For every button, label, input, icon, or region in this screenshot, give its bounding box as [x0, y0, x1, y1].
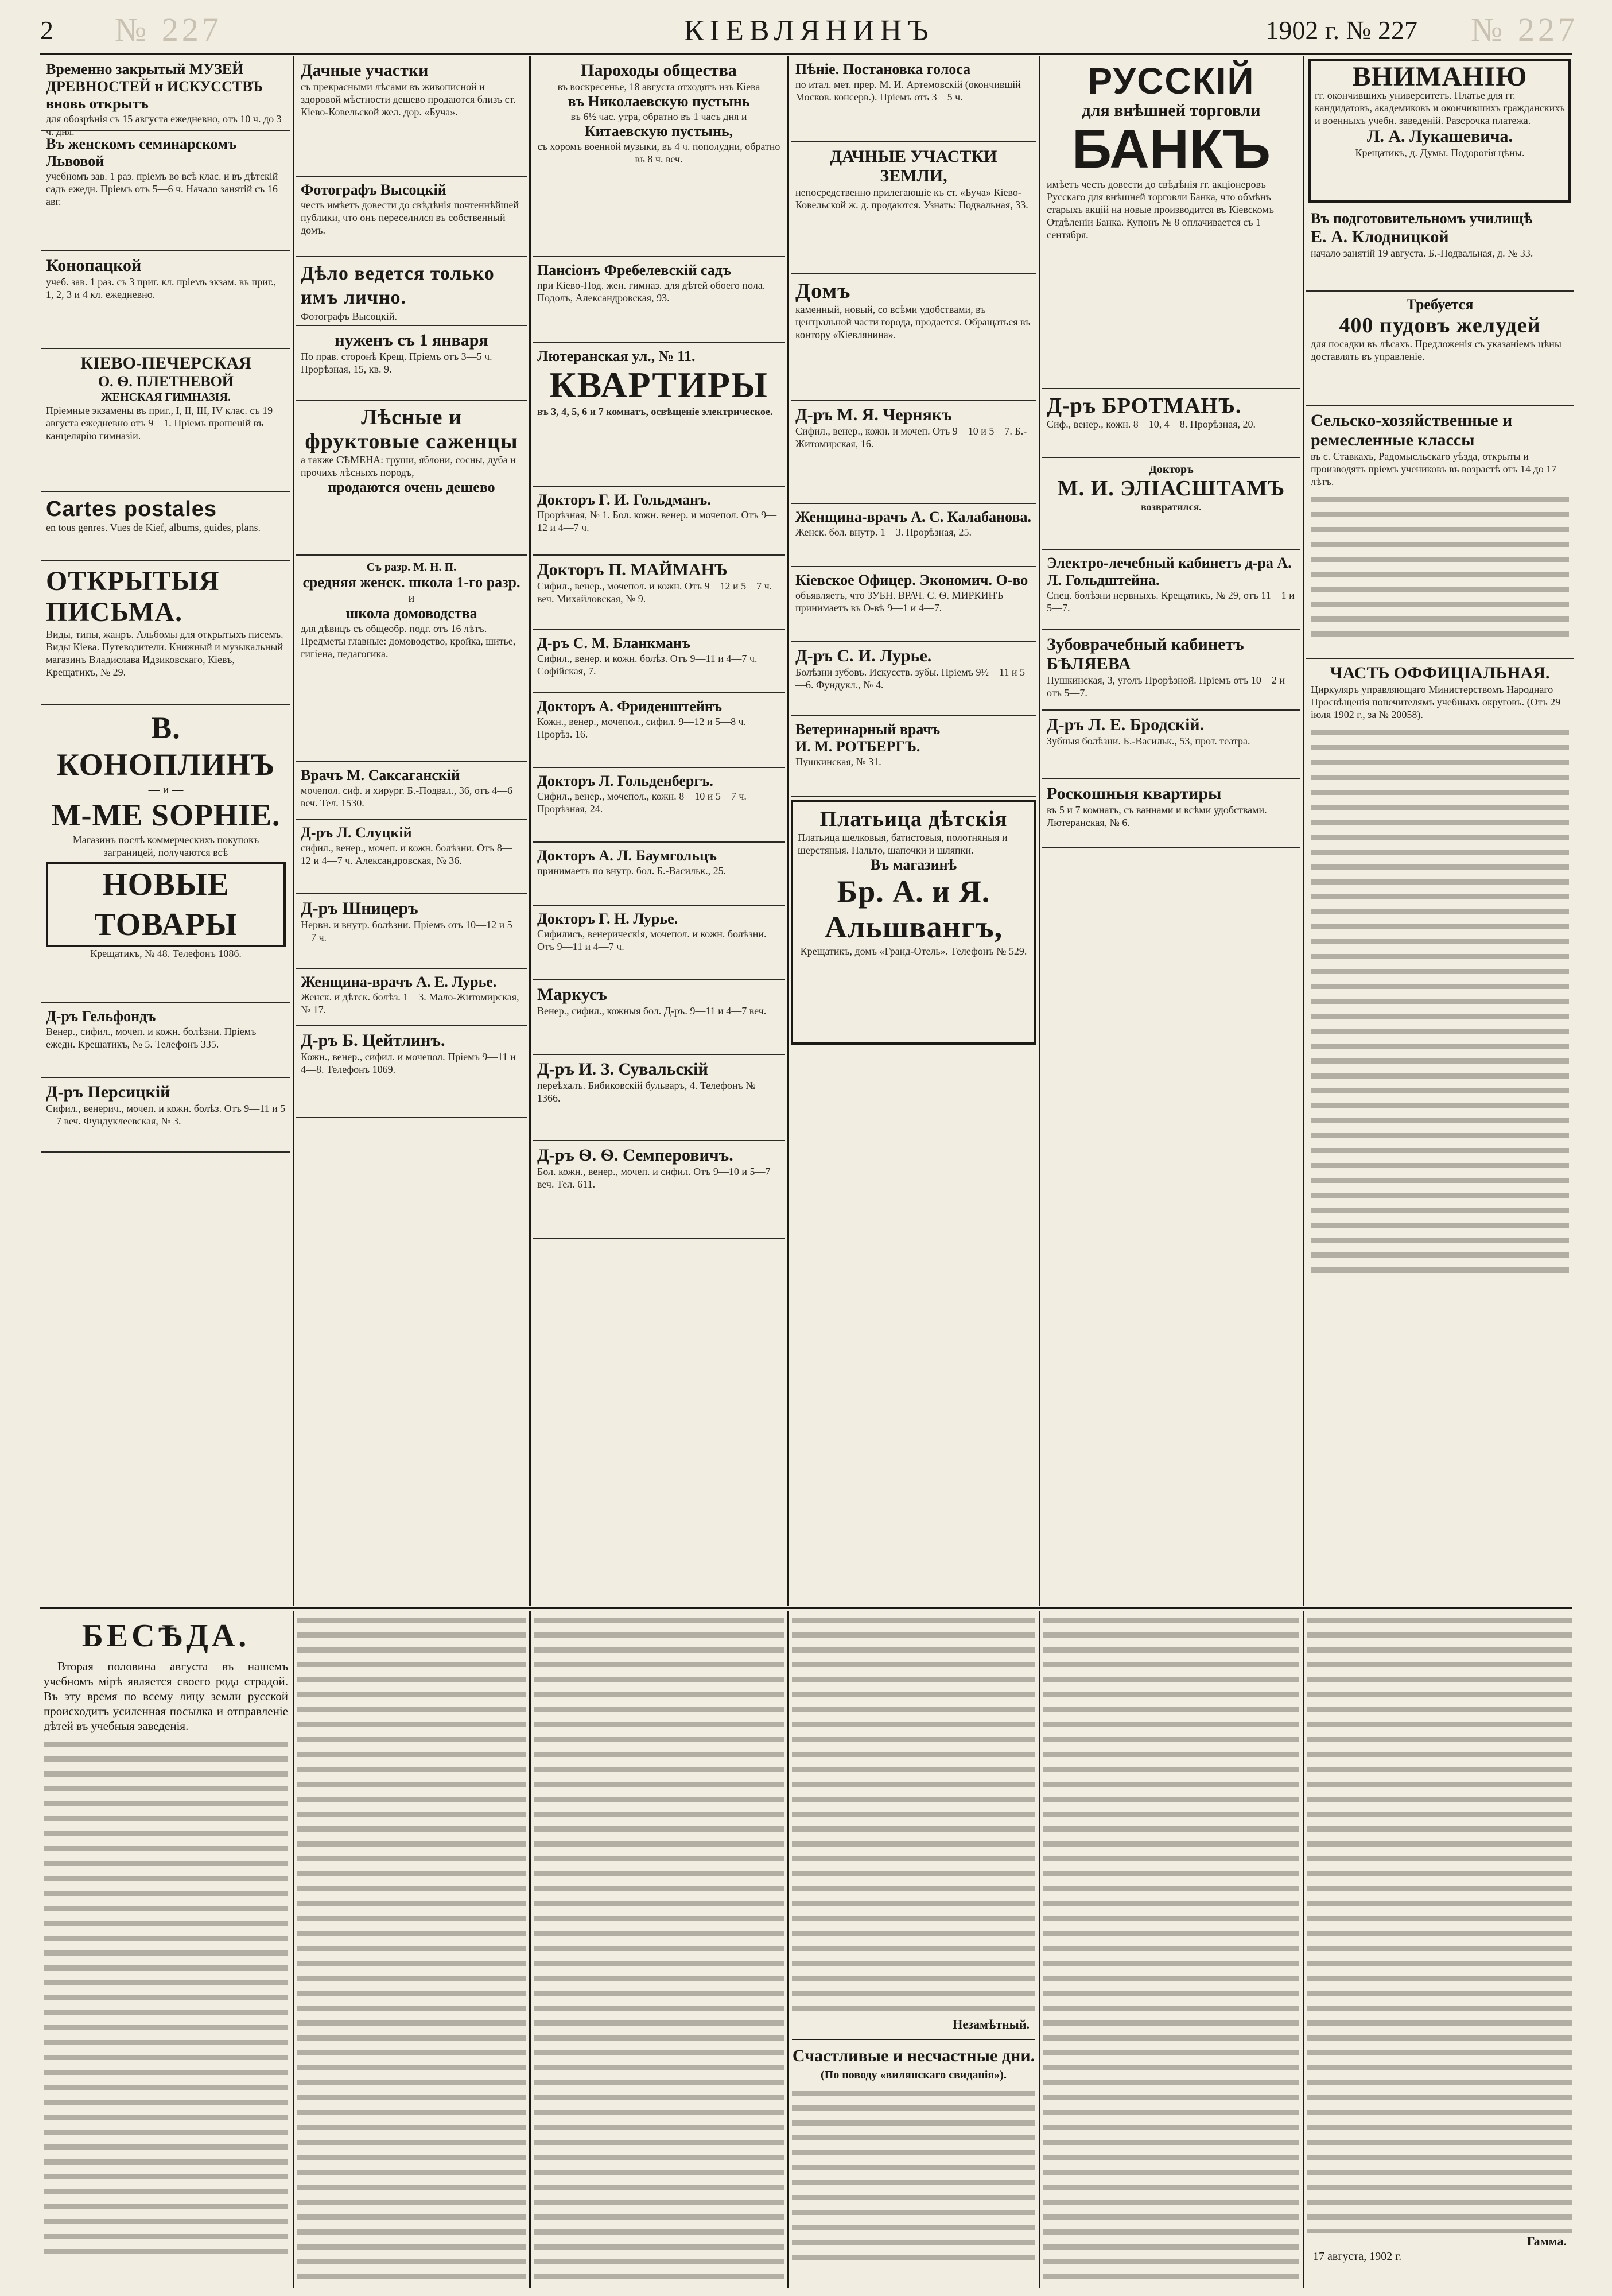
text-block: [297, 1613, 526, 2279]
ad-text: по итал. мет. прер. М. И. Артемовскій (окончившій Москов. консерв.). Пріемъ отъ 3—5 ч.: [795, 79, 1021, 103]
ad-text: Сифил., венерич., мочеп. и кожн. болѣз. Отъ 9—11 и 5—7 веч. Фундуклеевская, № 3.: [46, 1103, 286, 1127]
column-rule: [293, 56, 294, 1606]
slutsky-ad: [296, 820, 527, 894]
article-beseda: [44, 1613, 288, 2279]
ad-text: Сифил., венер. и кожн. болѣз. Отъ 9—11 и 4—7 ч. Софійская, 7.: [537, 653, 758, 677]
ad-subtitle: ЖЕНСКАЯ ГИМНАЗІЯ.: [101, 391, 231, 404]
ad-text: въ воскресенье, 18 августа отходятъ изъ Кіева: [557, 81, 760, 92]
saksagansky-ad: [296, 762, 527, 820]
ad-subtitle: школа домоводства: [345, 605, 477, 622]
ad-subtitle: Л. А. Лукашевича.: [1366, 127, 1513, 146]
ad-text: Зубныя болѣзни. Б.-Васильк., 53, прот. театра.: [1047, 735, 1250, 747]
ad-text: учеб. зав. 1 раз. съ 3 приг. кл. пріемъ экзам. въ приг., 1, 2, 3 и 4 кл. ежедневно.: [46, 276, 277, 300]
ad-subtitle: 400 пудовъ желудей: [1339, 313, 1541, 338]
ad-subtitle: для внѣшней торговли: [1082, 101, 1261, 120]
ad-text: возвратился.: [1141, 501, 1202, 513]
ad-text: en tous genres. Vues de Kief, albums, guides, plans.: [46, 522, 261, 533]
tailor-ad: [1308, 59, 1571, 203]
ad-title: Пароходы общества: [581, 61, 737, 80]
shnitser-ad: [296, 894, 527, 969]
ad-column-5: [1042, 56, 1300, 1606]
ad-text: учебномъ зав. 1 раз. пріемъ во всѣ клас. и въ дѣтскій садъ ежедн. Пріемъ отъ 5—6 ч. Начало занятій съ 16 авг.: [46, 170, 278, 207]
ad-text: Платьица шелковыя, батистовыя, полотняныя и шерстяныя. Пальто, шапочки и шляпки.: [798, 832, 1008, 856]
text-block: [792, 2086, 1035, 2270]
lurie-doctor-ad: [533, 906, 785, 980]
ad-highlight: НОВЫЕ ТОВАРЫ: [46, 862, 286, 947]
ad-column-1: [41, 56, 290, 1606]
ad-title: Докторъ Г. И. Гольдманъ.: [537, 491, 711, 508]
pletneva-gymnasium-ad: [41, 349, 290, 492]
column-rule: [787, 1611, 789, 2288]
ad-title: ДАЧНЫЕ УЧАСТКИ ЗЕМЛИ,: [830, 147, 997, 185]
ad-subtitle: средняя женск. школа 1-го разр.: [302, 574, 520, 591]
ad-title: Докторъ Л. Гольденбергъ.: [537, 773, 713, 789]
ad-text: Венер., сифил., кожныя бол. Д-ръ. 9—11 и 4—7 веч.: [537, 1005, 767, 1017]
ad-title: Врачъ М. Саксаганскій: [301, 767, 460, 784]
cartes-postales-ad: [41, 492, 290, 561]
ad-text: Сифил., венер., кожн. и мочеп. Отъ 9—10 и 5—7. Б.-Житомирская, 16.: [795, 425, 1027, 449]
article-signature: Гамма.: [1526, 2234, 1567, 2248]
russian-bank-ad: [1042, 56, 1300, 389]
steamers-ad: [533, 56, 785, 257]
column-rule: [787, 56, 789, 1606]
ad-column-2: [296, 56, 527, 1606]
ad-text: Сиф., венер., кожн. 8—10, 4—8. Прорѣзная, 20.: [1047, 418, 1256, 430]
ad-title: РУССКІЙ: [1087, 60, 1255, 102]
ad-title: Временно закрытый МУЗЕЙ ДРЕВНОСТЕЙ и ИСКУССТВЪ вновь открытъ: [46, 61, 263, 112]
ad-subtitle: Е. А. Клодницкой: [1311, 227, 1449, 246]
ad-title: Д-ръ М. Я. Чернякъ: [795, 405, 952, 424]
museum-ad: [41, 56, 290, 137]
blankman-ad: [533, 630, 785, 693]
ad-title: Д-ръ Ѳ. Ѳ. Семперовичъ.: [537, 1146, 733, 1165]
text-block: [534, 1613, 784, 2279]
photographer-ad: [296, 177, 527, 257]
ad-address: Крещатикъ, д. Думы. Подорогія цѣны.: [1355, 147, 1525, 158]
ad-text: съ хоромъ военной музыки, въ 4 ч. пополудни, обратно въ 8 ч. веч.: [537, 141, 780, 165]
ad-separator: — и —: [394, 592, 429, 604]
ad-title: Докторъ А. Л. Баумгольцъ: [537, 847, 717, 864]
article-date: 17 августа, 1902 г.: [1313, 2250, 1402, 2263]
issue-date: 1902 г. № 227: [1265, 15, 1417, 45]
children-dresses-ad: [791, 800, 1036, 1045]
ad-title: Пѣніе. Постановка голоса: [795, 61, 971, 77]
ad-title: Въ подготовительномъ училищѣ: [1311, 210, 1533, 227]
ad-address: Крещатикъ, № 48. Телефонъ 1086.: [90, 948, 242, 959]
saplings-ad: [296, 401, 527, 556]
ad-title: Докторъ: [1149, 463, 1194, 476]
ad-text: каменный, новый, со всѣми удобствами, въ центральной части города, продается. Обращаться въ контору «Кіевлянина».: [795, 304, 1031, 340]
ad-title: Д-ръ Л. Слуцкій: [301, 824, 412, 841]
ad-subtitle: М. И. ЭЛІАСШТАМЪ: [1057, 476, 1285, 501]
suvalsky-ad: [533, 1055, 785, 1141]
ad-text: Прорѣзная, № 1. Бол. кожн. венер. и мочепол. Отъ 9—12 и 4—7 ч.: [537, 509, 777, 533]
ad-title: Кіевское Офицер. Экономич. О-во: [795, 572, 1028, 588]
ad-title: M-ME SOPHIE.: [51, 798, 281, 832]
column-rule: [293, 1611, 294, 2288]
ad-title: Докторъ Г. Н. Лурье.: [537, 910, 678, 927]
column-rule: [1039, 56, 1040, 1606]
ad-title: Д-ръ Б. Цейтлинъ.: [301, 1031, 445, 1050]
article-paragraph: Вторая половина августа въ нашемъ учебномъ мірѣ является своего рода страдой. Въ эту время по всему лицу земли русской происходитъ усиленная посылка и отправленіе дѣтей въ учебныя заведенія.: [44, 1659, 288, 1733]
ad-title: Съ разр. М. Н. П.: [366, 561, 457, 573]
masthead: [40, 10, 1578, 51]
ad-subtitle: И. М. РОТБЕРГЪ.: [795, 738, 920, 755]
ad-text: Венер., сифил., мочеп. и кожн. болѣзни. Пріемъ ежедн. Крещатикъ, № 5. Телефонъ 335.: [46, 1026, 257, 1050]
ad-column-4: [791, 56, 1036, 1606]
text-block: [792, 1613, 1035, 2015]
ad-text: объявляетъ, что ЗУБН. ВРАЧ. С. Ѳ. МИРКИНЪ принимаетъ въ О-вѣ 9—1 и 4—7.: [795, 589, 1004, 614]
ad-title: КІЕВО-ПЕЧЕРСКАЯ: [80, 354, 251, 373]
ad-text: а также СѢМЕНА: груши, яблони, сосны, дуба и прочихъ лѣсныхъ породъ,: [301, 454, 516, 478]
ad-text: Сифил., венер., мочепол. и кожн. Отъ 9—12 и 5—7 ч. веч. Михайловская, № 9.: [537, 580, 772, 604]
ad-title: Лѣсные и фруктовые саженцы: [305, 405, 518, 453]
ad-text: Кожн., венер., мочепол., сифил. 9—12 и 5—8 ч. Прорѣз. 16.: [537, 716, 747, 740]
article-author: Незамѣтный.: [953, 2017, 1030, 2031]
konoplin-shop-ad: [41, 705, 290, 1003]
maiman-ad: [533, 556, 785, 630]
text-block: [1043, 1613, 1299, 2279]
ad-text: переѣхалъ. Бибиковскій бульваръ, 4. Телефонъ № 1366.: [537, 1080, 756, 1104]
chernyak-ad: [791, 401, 1036, 504]
ad-text: для дѣвицъ съ общеобр. подг. отъ 16 лѣтъ. Предметы главные: домоводство, кройка, шитье, гигіена, педагогика.: [301, 623, 516, 660]
luxury-apartments-ad: [1042, 779, 1300, 848]
section-rule: [40, 1607, 1572, 1609]
ad-title: Дачные участки: [301, 61, 429, 80]
ad-title: Докторъ П. МАЙМАНЪ: [537, 560, 728, 579]
ad-subtitle: КВАРТИРЫ: [549, 364, 768, 405]
article-happy-days: [792, 1613, 1035, 2279]
ad-text: Женск. бол. внутр. 1—3. Прорѣзная, 25.: [795, 526, 972, 538]
ad-text: непосредственно прилегающіе къ ст. «Буча» Кіево-Ковельской ж. д. продаются. Узнать: Подвальная, 33.: [795, 187, 1028, 211]
issue-number-right: № 227: [1471, 11, 1578, 48]
article-continued-4: [1307, 1613, 1572, 2279]
ad-text: Спец. болѣзни нервныхъ. Крещатикъ, № 29, отъ 11—1 и 5—7.: [1047, 589, 1295, 614]
ad-text: въ 3, 4, 5, 6 и 7 комнатъ, освѣщеніе электрическое.: [537, 406, 773, 417]
ad-text: въ с. Ставкахъ, Радомысльскаго уѣзда, открыты и производятъ пріемъ учениковъ въ возрастѣ отъ 14 до 17 лѣтъ.: [1311, 451, 1557, 487]
ad-subtitle: Китаевскую пустынь,: [584, 123, 733, 139]
issue-number-left: № 227: [115, 11, 222, 48]
text-block: [44, 1737, 288, 2254]
ad-title: Докторъ А. Фриденштейнъ: [537, 698, 723, 715]
ad-text: для обозрѣнія съ 15 августа ежедневно, отъ 10 ч. до 3 ч. дня.: [46, 113, 282, 137]
section-title: ЧАСТЬ ОФФИЦІАЛЬНАЯ.: [1330, 664, 1550, 682]
ad-title: ВНИМАНІЮ: [1352, 61, 1528, 92]
column-rule: [1303, 1611, 1304, 2288]
ad-title: нуженъ съ 1 января: [335, 331, 488, 350]
article-continued-2: [534, 1613, 784, 2279]
ad-title: В. КОНОПЛИНЪ: [56, 711, 275, 782]
ad-title: Сельско-хозяйственные и ремесленные классы: [1311, 411, 1513, 449]
ad-text: честь имѣетъ довести до свѣдѣнія почтеннѣйшей публики, что онъ переселился въ собственный домъ.: [301, 199, 519, 236]
lurie-dentist-ad: [791, 642, 1036, 716]
ad-text: Бол. кожн., венер., мочеп. и сифил. Отъ 9—10 и 5—7 веч. Тел. 611.: [537, 1166, 771, 1190]
agricultural-classes-ad: [1306, 406, 1574, 659]
ad-title: Д-ръ Персицкій: [46, 1083, 170, 1102]
ad-text: Сифилисъ, венерическія, мочепол. и кожн. болѣзни. Отъ 9—11 и 4—7 ч.: [537, 928, 767, 952]
brotman-ad: [1042, 389, 1300, 458]
ad-subtitle: Въ магазинѣ: [870, 856, 957, 873]
apartments-lutheran-ad: [533, 343, 785, 487]
ad-title: Д-ръ Шницеръ: [301, 899, 418, 918]
ad-text: Пріемные экзамены въ приг., I, II, III, IV клас. съ 19 августа ежедневно отъ 9—1. Пріемъ прошеній въ канцелярію гимназіи.: [46, 405, 273, 441]
ad-title: Зубоврачебный кабинетъ БѢЛЯЕВА: [1047, 635, 1244, 673]
column-rule: [1039, 1611, 1040, 2288]
goldenberg-ad: [533, 768, 785, 843]
ad-title: Конопацкой: [46, 256, 142, 275]
photographer-note-ad: [296, 257, 527, 326]
ad-subtitle: продаются очень дешево: [328, 479, 495, 495]
ad-title: Д-ръ С. И. Лурье.: [795, 646, 932, 665]
postcards-ad: [41, 561, 290, 705]
ad-title: Д-ръ БРОТМАНЪ.: [1047, 394, 1242, 418]
eliasshtam-ad: [1042, 458, 1300, 550]
konopatskaya-school-ad: [41, 251, 290, 349]
ad-text: въ 5 и 7 комнатъ, съ ваннами и всѣми удобствами. Лютеранская, № 6.: [1047, 804, 1267, 828]
kalabanova-ad: [791, 504, 1036, 567]
newspaper-title: КІЕВЛЯНИНЪ: [684, 14, 934, 47]
ad-separator: — и —: [148, 784, 184, 796]
ad-text: сифил., венер., мочеп. и кожн. болѣзни. Отъ 8—12 и 4—7 ч. Александровская, № 36.: [301, 842, 512, 866]
column-rule: [1303, 56, 1304, 1606]
ad-title: Фотографъ Высоцкій: [301, 181, 446, 198]
ad-title: Требуется: [1406, 296, 1474, 313]
ad-title: Д-ръ И. З. Сувальскій: [537, 1060, 708, 1079]
ad-title: Д-ръ Гельфондъ: [46, 1008, 156, 1025]
ad-text: мочепол. сиф. и хирург. Б.-Подвал., 36, отъ 4—6 веч. Тел. 1530.: [301, 785, 513, 809]
ad-text: Кожн., венер., сифил. и мочепол. Пріемъ 9—11 и 4—8. Телефонъ 1069.: [301, 1051, 516, 1075]
masthead-rule: [40, 53, 1572, 55]
officers-society-ad: [791, 567, 1036, 642]
ad-text: для посадки въ лѣсахъ. Предложенія съ указаніемъ цѣны доставлять въ управленіе.: [1311, 338, 1562, 362]
electrotherapy-ad: [1042, 550, 1300, 630]
ad-title: Въ женскомъ семинарскомъ Львовой: [46, 135, 237, 169]
ad-text: при Кіево-Под. жен. гимназ. для дѣтей обоего пола. Подолъ, Александровская, 93.: [537, 280, 766, 304]
ad-text: начало занятій 19 августа. Б.-Подвальная, д. № 33.: [1311, 247, 1533, 259]
klodnitskaya-school-ad: [1306, 205, 1574, 292]
ad-text: Пушкинская, 3, уголъ Прорѣзной. Пріемъ отъ 10—2 и отъ 5—7.: [1047, 674, 1285, 699]
ad-title: Пансіонъ Фребелевскій садъ: [537, 262, 732, 278]
dacha-plots-ad: [296, 56, 527, 177]
ad-title: Дѣло ведется только имъ лично.: [301, 263, 495, 308]
article-continued-1: [297, 1613, 526, 2279]
ad-title: Лютеранская ул., № 11.: [537, 348, 696, 364]
women-school-ad: [296, 556, 527, 762]
text-block: [1307, 1613, 1572, 2233]
article-title: БЕСѢДА.: [81, 1618, 250, 1654]
ad-title: Роскошныя квартиры: [1047, 784, 1222, 803]
ad-text: По прав. сторонѣ Крещ. Пріемъ отъ 3—5 ч. Прорѣзная, 15, кв. 9.: [301, 351, 492, 375]
ad-text: Нервн. и внутр. болѣзни. Пріемъ отъ 10—12 и 5—7 ч.: [301, 919, 512, 943]
dacha-land-ad: [791, 142, 1036, 274]
belyaev-dental-ad: [1042, 630, 1300, 711]
article-lead: [44, 1659, 288, 1733]
friedenstein-ad: [533, 693, 785, 768]
ad-text: въ 6½ час. утра, обратно въ 1 часъ дня и: [570, 111, 747, 122]
ad-title: Cartes postales: [46, 497, 217, 521]
ad-title: Ветеринарный врачъ: [795, 721, 941, 738]
article-subtitle: (По поводу «вилянскаго свиданія»).: [821, 2069, 1007, 2081]
goldman-ad: [533, 487, 785, 556]
ad-text: Магазинъ послѣ коммерческихъ покупокъ заграницей, получаются всѣ: [72, 834, 259, 858]
ad-text: имѣетъ честь довести до свѣдѣнія гг. акціонеровъ Русскаго для внѣшней торговли Банка, что обмѣнъ старыхъ акцій на новые производится въ Кіевскомъ Отдѣленіи Банка. Купонъ № 8 оплачивается съ 1 сентября.: [1047, 179, 1274, 241]
article-title: Счастливые и несчастные дни.: [792, 2039, 1035, 2068]
official-section: [1306, 659, 1574, 1301]
article-continued-3: [1043, 1613, 1299, 2279]
ad-title: Маркусъ: [537, 985, 607, 1004]
ad-text: Болѣзни зубовъ. Искусств. зубы. Пріемъ 9½—11 и 5—6. Фундукл., № 4.: [795, 666, 1025, 691]
ad-column-6: [1306, 56, 1574, 1606]
singing-lessons-ad: [791, 56, 1036, 142]
brodsky-ad: [1042, 711, 1300, 779]
text-block: [1311, 726, 1569, 1277]
ad-bank-name: БАНКЪ: [1071, 118, 1271, 180]
persitsky-ad: [41, 1078, 290, 1153]
house-for-sale-ad: [791, 274, 1036, 401]
ad-text: Пушкинская, № 31.: [795, 756, 881, 767]
ad-text: Женск. и дѣтск. болѣз. 1—3. Мало-Житомирская, № 17.: [301, 991, 519, 1015]
ad-title: Д-ръ Л. Е. Бродскій.: [1047, 715, 1205, 734]
text-block: [1311, 492, 1569, 642]
froebel-pension-ad: [533, 257, 785, 343]
wanted-ad: [296, 326, 527, 401]
ad-title: Электро-лечебный кабинетъ д-ра А. Л. Гольдштейна.: [1047, 554, 1292, 588]
acorns-wanted-ad: [1306, 292, 1574, 406]
gelfond-ad: [41, 1003, 290, 1078]
ad-text: Виды, типы, жанръ. Альбомы для открытыхъ писемъ. Виды Кіева. Путеводители. Книжный и музыкальный магазинъ Владислава Идзиковскаго, Кіевъ, Крещатикъ, № 29.: [46, 629, 283, 678]
ad-text: гг. окончившихъ университетъ. Платье для гг. кандидатовъ, академиковъ и окончившихъ гражданскихъ и военныхъ учебн. заведеній. Разсрочка платежа.: [1315, 90, 1565, 126]
section-text: Циркуляръ управляющаго Министерствомъ Народнаго Просвѣщенія попечителямъ учебныхъ округовъ. (Отъ 29 іюля 1902 г., за № 20058).: [1311, 684, 1561, 720]
ad-title: Д-ръ С. М. Бланкманъ: [537, 635, 691, 651]
ad-title: Домъ: [795, 279, 851, 303]
tseitlin-ad: [296, 1026, 527, 1118]
ad-title: Женщина-врачъ А. Е. Лурье.: [301, 974, 497, 990]
ad-text: съ прекрасными лѣсами въ живописной и здоровой мѣстности дешево продаются близъ ст. Кіево-Ковельской жел. дор. «Буча».: [301, 81, 516, 118]
ad-text: Сифил., венер., мочепол., кожн. 8—10 и 5—7 ч. Прорѣзная, 24.: [537, 790, 747, 815]
semperovich-ad: [533, 1141, 785, 1239]
column-rule: [529, 56, 531, 1606]
ad-title: Женщина-врачъ А. С. Калабанова.: [795, 509, 1032, 525]
page-number: 2: [40, 15, 53, 45]
ad-address: Крещатикъ, домъ «Гранд-Отель». Телефонъ № 529.: [800, 945, 1027, 957]
ad-title: ОТКРЫТЫЯ ПИСЬМА.: [46, 566, 220, 627]
ad-subtitle: О. Ѳ. ПЛЕТНЕВОЙ: [98, 373, 234, 390]
lurie-woman-doctor-ad: [296, 969, 527, 1026]
ad-subtitle: въ Николаевскую пустынь: [568, 93, 750, 110]
baumholts-ad: [533, 843, 785, 906]
ad-column-3: [533, 56, 785, 1606]
markus-ad: [533, 980, 785, 1055]
ad-text: принимаетъ по внутр. бол. Б.-Васильк., 25.: [537, 865, 727, 876]
lvova-school-ad: [41, 131, 290, 251]
column-rule: [529, 1611, 531, 2288]
ad-text: Фотографъ Высоцкій.: [301, 311, 398, 322]
veterinarian-ad: [791, 716, 1036, 797]
ad-shop-name: Бр. А. и Я. Альшвангъ,: [824, 874, 1003, 944]
ad-title: Платьица дѣтскія: [819, 807, 1008, 831]
